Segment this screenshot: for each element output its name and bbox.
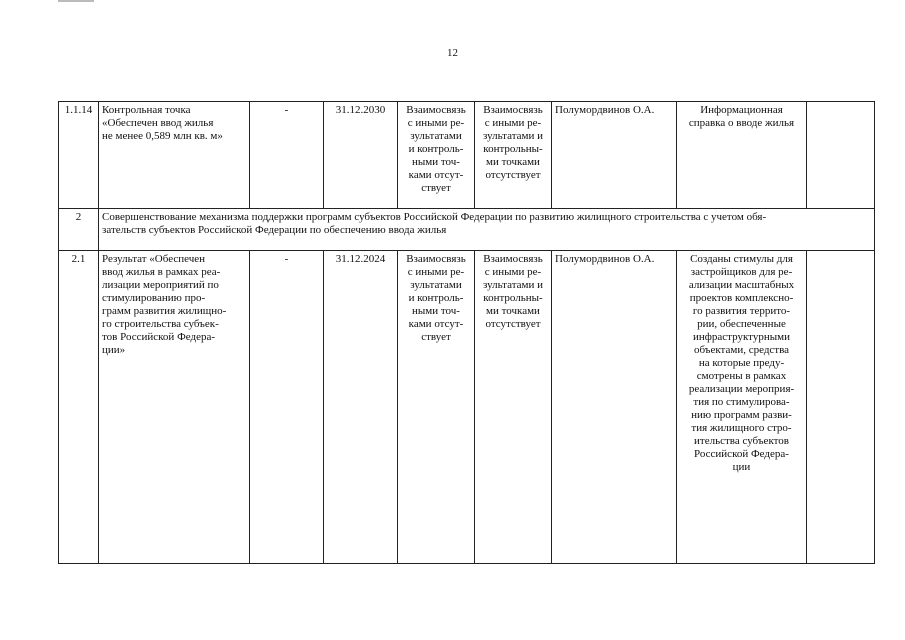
successor-line: зультатами и (482, 279, 544, 291)
table-row (59, 102, 875, 209)
responsible-person: Полумордвинов О.А. (555, 253, 655, 265)
corner-scan-mark (58, 0, 94, 2)
section-row (59, 209, 875, 251)
result-line: тия по стимулирова- (693, 396, 790, 408)
result-line: нию программ разви- (691, 409, 792, 421)
section-title-cell (99, 209, 875, 251)
name-cell (99, 251, 250, 564)
result-line: Российской Федера- (694, 448, 789, 460)
name-line: го строительства субъек- (102, 318, 219, 330)
result-cell (677, 251, 807, 564)
result-line: ции (732, 461, 751, 473)
level-cell (807, 102, 875, 209)
name-line: стимулированию про- (102, 292, 206, 304)
name-line: Результат «Обеспечен (102, 253, 206, 265)
predecessor-line: зультатами (410, 130, 462, 142)
section-title-line: зательств субъектов Российской Федерации по обеспечению ввода жилья (102, 224, 447, 236)
predecessor-line: зультатами (410, 279, 462, 291)
successor-line: отсутствует (485, 169, 541, 181)
section-number: 2 (75, 211, 82, 223)
level-cell (807, 251, 875, 564)
end-date-cell (324, 102, 398, 209)
responsible-cell (552, 251, 677, 564)
name-line: грамм развития жилищно- (102, 305, 227, 317)
section-title-line: Совершенствование механизма поддержки программ субъектов Российской Федерации по развитию жилищного строительства с учетом обя- (102, 211, 767, 223)
name-line: тов Российской Федера- (102, 331, 216, 343)
end-date-cell (324, 251, 398, 564)
name-line: «Обеспечен ввод жилья (102, 117, 214, 129)
name-line: ции» (102, 344, 126, 356)
result-line: Информационная (700, 104, 783, 116)
predecessor-line: ками отсут- (408, 169, 464, 181)
predecessor-line: ками отсут- (408, 318, 464, 330)
name-cell (99, 102, 250, 209)
successor-line: отсутствует (485, 318, 541, 330)
successor-line: ми точками (486, 156, 540, 168)
predecessor-line: с иными ре- (407, 117, 465, 129)
successor-line: контрольны- (483, 292, 543, 304)
predecessor-line: Взаимосвязь (406, 253, 466, 265)
result-line: рии, обеспеченные (697, 318, 786, 330)
result-line: ализации масштабных (688, 279, 795, 291)
end-date: 31.12.2024 (335, 253, 386, 265)
result-line: Созданы стимулы для (690, 253, 793, 265)
end-date: 31.12.2030 (335, 104, 386, 116)
predecessor-line: Взаимосвязь (406, 104, 466, 116)
result-line: тия жилищного стро- (691, 422, 792, 434)
successor-cell (475, 251, 552, 564)
successor-cell (475, 102, 552, 209)
row-number-cell (59, 102, 99, 209)
result-line: застройщиков для ре- (690, 266, 793, 278)
start-date-cell (250, 251, 324, 564)
successor-line: Взаимосвязь (483, 104, 543, 116)
predecessor-cell (398, 102, 475, 209)
result-line: проектов комплексно- (689, 292, 794, 304)
predecessor-cell (398, 251, 475, 564)
row-number: 2.1 (71, 253, 86, 265)
start-date-cell (250, 102, 324, 209)
result-line: смотрены в рамках (696, 370, 787, 382)
predecessor-line: ствует (421, 182, 451, 194)
successor-line: зультатами и (482, 130, 544, 142)
start-date: - (284, 253, 289, 265)
result-line: объектами, средства (693, 344, 790, 356)
predecessor-line: и контроль- (408, 143, 464, 155)
responsible-person: Полумордвинов О.А. (555, 104, 655, 116)
name-line: лизации мероприятий по (102, 279, 219, 291)
predecessor-line: и контроль- (408, 292, 464, 304)
successor-line: контрольны- (483, 143, 543, 155)
section-number-cell (59, 209, 99, 251)
row-number: 1.1.14 (64, 104, 93, 116)
result-line: справка о вводе жилья (688, 117, 795, 129)
predecessor-line: с иными ре- (407, 266, 465, 278)
table-row (59, 251, 875, 564)
row-number-cell (59, 251, 99, 564)
result-line: реализации мероприя- (688, 383, 795, 395)
predecessor-line: ными точ- (412, 156, 460, 168)
successor-line: ми точками (486, 305, 540, 317)
plan-table (58, 101, 875, 564)
result-line: го развития террито- (692, 305, 791, 317)
result-cell (677, 102, 807, 209)
result-line: инфраструктурными (693, 331, 790, 343)
responsible-cell (552, 102, 677, 209)
successor-line: Взаимосвязь (483, 253, 543, 265)
successor-line: с иными ре- (484, 117, 542, 129)
start-date: - (284, 104, 289, 116)
predecessor-line: ствует (421, 331, 451, 343)
result-line: ительства субъектов (694, 435, 789, 447)
successor-line: с иными ре- (484, 266, 542, 278)
name-line: ввод жилья в рамках реа- (102, 266, 221, 278)
name-line: Контрольная точка (102, 104, 191, 116)
page-number: 12 (447, 47, 458, 59)
name-line: не менее 0,589 млн кв. м» (102, 130, 223, 142)
predecessor-line: ными точ- (412, 305, 460, 317)
result-line: на которые преду- (698, 357, 785, 369)
